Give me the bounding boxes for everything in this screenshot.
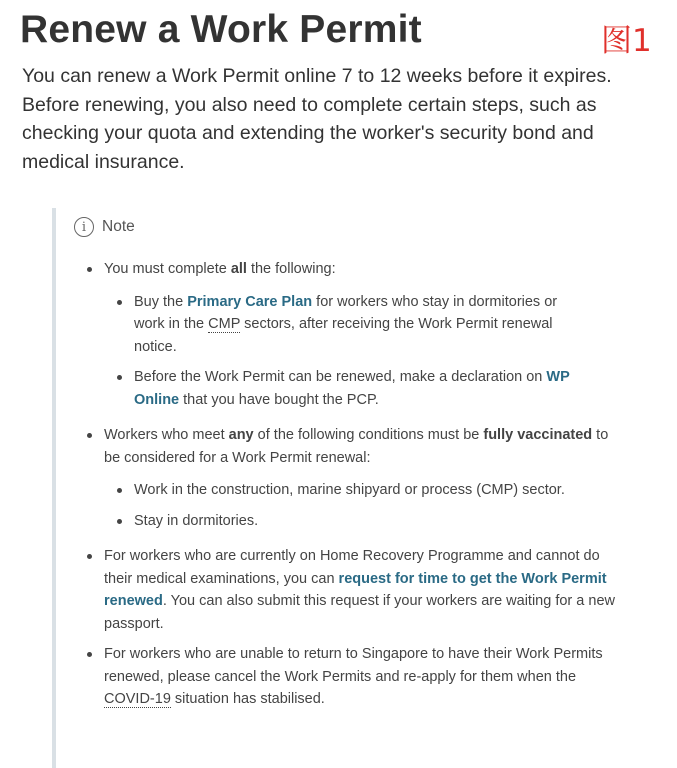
list-item: Workers who meet any of the following conditions must be fully vaccinated to be considered for a Work Permit renewal: Work in the construction, marine shipyard or process (CMP) sector. Stay in dormitories. — [85, 424, 625, 532]
note-list — [85, 258, 625, 721]
sub-list-item: Work in the construction, marine shipyard or process (CMP) sector. — [104, 479, 586, 502]
emphasis: any — [228, 427, 254, 443]
emphasis: all — [230, 261, 247, 277]
primary-care-plan-link[interactable]: Primary Care Plan — [187, 293, 313, 310]
info-icon: i — [74, 217, 94, 237]
note-title: Note — [102, 218, 135, 235]
emphasis: fully vaccinated — [483, 427, 593, 443]
sub-list — [104, 291, 625, 412]
sub-list-item: Stay in dormitories. — [104, 510, 586, 533]
cmp-abbreviation[interactable]: CMP — [208, 316, 241, 332]
page-title: Renew a Work Permit — [20, 8, 422, 51]
note-box — [52, 208, 672, 768]
intro-paragraph: You can renew a Work Permit online 7 to 12 weeks before it expires. Before renewing, you also need to complete certain steps, such as checking your quota and extending the worker's security bond and medical insurance. — [22, 65, 612, 173]
sub-list — [104, 479, 625, 532]
list-item: You must complete all the following: Buy the Primary Care Plan for workers who stay in dormitories or work in the CMP sectors, after receiving the Work Permit renewal notice. Before the Work Permit can be renewed, make a declaration on WP Online that you have bought the PCP. — [85, 258, 625, 411]
wp-online-link[interactable]: WP Online — [134, 369, 570, 408]
list-item: For workers who are currently on Home Recovery Programme and cannot do their medical examinations, you can request for time to get the Work Permit renewed. You can also submit this request if your workers are waiting for a new passport. — [85, 545, 625, 635]
request-time-link[interactable]: request for time to get the Work Permit renewed — [104, 570, 607, 609]
figure-label: 图1 — [601, 23, 652, 59]
covid-abbreviation[interactable]: COVID-19 — [104, 691, 171, 707]
sub-list-item: Before the Work Permit can be renewed, make a declaration on WP Online that you have bought the PCP. — [104, 366, 586, 411]
list-item: For workers who are unable to return to Singapore to have their Work Permits renewed, please cancel the Work Permits and re-apply for them when the COVID-19 situation has stabilised. — [85, 643, 625, 711]
sub-list-item: Buy the Primary Care Plan for workers who stay in dormitories or work in the CMP sectors, after receiving the Work Permit renewal notice. — [104, 291, 586, 359]
note-header — [74, 215, 135, 239]
